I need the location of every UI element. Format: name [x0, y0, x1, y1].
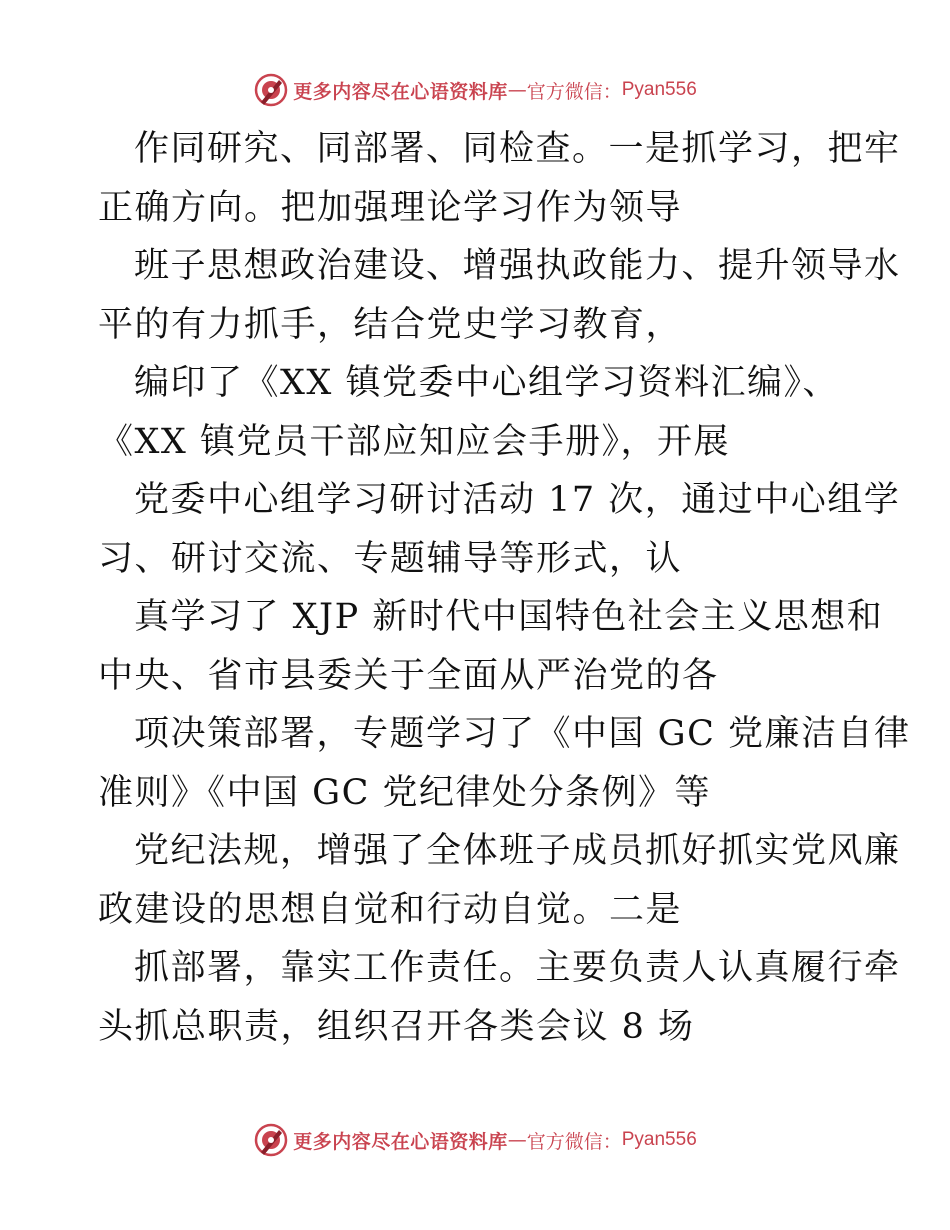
- pen-logo-icon: [253, 72, 289, 108]
- banner-sub-text: 官方微信：: [526, 1130, 622, 1153]
- banner-sub-text: 官方微信：: [526, 80, 622, 103]
- pen-logo-icon: [253, 1122, 289, 1158]
- document-body: [98, 120, 911, 1056]
- text-line: 平的有力抓手，结合党史学习教育，: [98, 304, 683, 345]
- footer-watermark-banner: [0, 1120, 950, 1160]
- banner-wechat-id: Pyan556: [621, 79, 697, 100]
- banner-wechat-id: Pyan556: [621, 1129, 697, 1150]
- text-line: 编印了《XX 镇党委中心组学习资料汇编》、: [134, 363, 839, 403]
- text-line: 头抓总职责，组织召开各类会议 8 场: [98, 1006, 695, 1047]
- text-line: 中央、省市县委关于全面从严治党的各: [98, 655, 719, 696]
- banner-main-text: 更多内容尽在心语资料库: [293, 1130, 508, 1153]
- header-watermark-banner: [0, 70, 950, 110]
- banner-dash: —: [507, 1129, 527, 1151]
- banner-main-text: 更多内容尽在心语资料库: [293, 80, 508, 103]
- text-line: 党委中心组学习研讨活动 17 次，通过中心组学: [134, 480, 901, 520]
- banner-dash: —: [507, 79, 527, 101]
- text-line: 抓部署，靠实工作责任。主要负责人认真履行牵: [134, 948, 901, 988]
- text-line: 政建设的思想自觉和行动自觉。二是: [98, 889, 683, 930]
- text-line: 作同研究、同部署、同检查。一是抓学习，把牢: [134, 129, 901, 169]
- text-line: 习、研讨交流、专题辅导等形式，认: [98, 538, 683, 579]
- text-line: 准则》《中国 GC 党纪律处分条例》等: [98, 772, 711, 813]
- text-line: 党纪法规，增强了全体班子成员抓好抓实党风廉: [134, 831, 901, 871]
- text-line: 项决策部署，专题学习了《中国 GC 党廉洁自律: [134, 714, 911, 754]
- text-line: 真学习了 XJP 新时代中国特色社会主义思想和: [134, 597, 884, 637]
- text-line: 正确方向。把加强理论学习作为领导: [98, 187, 683, 228]
- text-line: 《XX 镇党员干部应知应会手册》，开展: [98, 421, 730, 462]
- text-line: 班子思想政治建设、增强执政能力、提升领导水: [134, 246, 901, 286]
